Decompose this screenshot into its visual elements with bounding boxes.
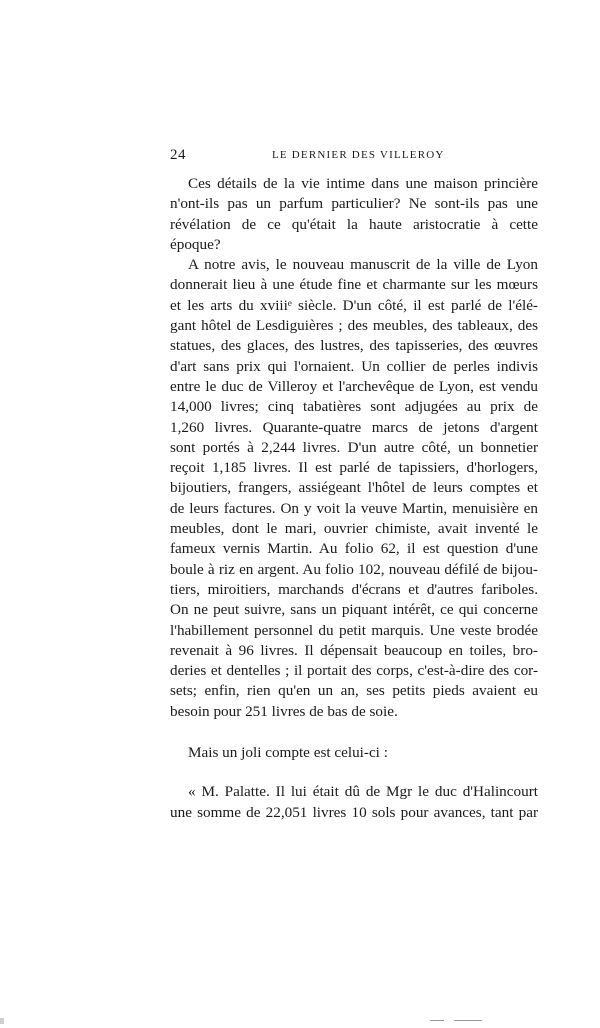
print-mark — [430, 1020, 444, 1021]
text-line: sont portés à 2,244 livres. D'un autre côté, un bonnetier — [170, 438, 538, 456]
text-line: entre le duc de Villeroy et l'archevêque de Lyon, est vendu — [170, 377, 538, 395]
paragraph-gap — [170, 763, 538, 782]
text-line: revenait à 96 livres. Il dépensait beaucoup en toiles, bro- — [170, 641, 538, 659]
text-line: époque? — [170, 235, 221, 253]
text-line: tiers, miroitiers, marchands d'écrans et d'autres fariboles. — [170, 580, 538, 598]
paragraph-2 — [170, 255, 538, 722]
text-line: Ces détails de la vie intime dans une maison princière — [188, 175, 538, 192]
text-line: donnerait lieu à une étude fine et charmante sur les mœurs — [170, 276, 538, 294]
print-mark — [454, 1020, 482, 1021]
text-line: besoin pour 251 livres de bas de soie. — [170, 702, 398, 720]
text-line: 14,000 livres; cinq tabatières sont adjugées au prix de — [170, 398, 538, 416]
text-line: et les arts du xviiiᵉ siècle. D'un côté, il est parlé de l'élé- — [170, 296, 538, 314]
text-line: Mais un joli compte est celui-ci : — [188, 744, 388, 762]
text-line: boule à riz en argent. Au folio 102, nouveau défilé de bijou- — [170, 560, 538, 578]
text-line: d'art sans prix qui l'ornaient. Un collier de perles indivis — [170, 357, 538, 375]
paragraph-gap — [170, 722, 538, 743]
paragraph-4 — [170, 782, 538, 823]
text-line: gant hôtel de Lesdiguières ; des meubles, des tableaux, des — [170, 317, 538, 335]
page-number: 24 — [170, 147, 186, 163]
text-line: de leurs factures. On y voit la veuve Martin, menuisière en — [170, 499, 538, 517]
text-line: révélation de ce qu'était la haute aristocratie à cette — [170, 215, 538, 233]
text-line: 1,260 livres. Quarante-quatre marcs de jetons d'argent — [170, 418, 538, 436]
text-line: « M. Palatte. Il lui était dû de Mgr le duc d'Halincourt — [188, 783, 538, 801]
text-line: A notre avis, le nouveau manuscrit de la ville de Lyon — [188, 256, 538, 274]
body-text — [170, 174, 538, 823]
paragraph-1 — [170, 174, 538, 255]
text-line: bijoutiers, frangers, assiégeant l'hôtel de leurs comptes et — [170, 479, 538, 497]
text-line: n'ont-ils pas un parfum particulier? Ne sont-ils pas une — [170, 195, 538, 213]
text-line: fameux vernis Martin. Au folio 62, il est question d'une — [170, 540, 538, 558]
text-line: l'habillement personnel du petit marquis. Une veste brodée — [170, 621, 538, 639]
text-line: deries et dentelles ; il portait des corps, c'est-à-dire des cor- — [170, 662, 538, 680]
page-header — [170, 147, 538, 167]
text-line: statues, des glaces, des lustres, des tapisseries, des œuvres — [170, 337, 538, 355]
paragraph-3 — [170, 743, 538, 763]
print-marks — [430, 1020, 490, 1022]
text-line: une somme de 22,051 livres 10 sols pour avances, tant par — [170, 803, 538, 821]
text-line: reçoit 1,185 livres. Il est parlé de tapissiers, d'horlogers, — [170, 459, 538, 477]
text-line: meubles, dont le mari, ouvrier chimiste, avait inventé le — [170, 520, 538, 538]
text-line: On ne peut suivre, sans un piquant intérêt, ce qui concerne — [170, 601, 538, 619]
scan-artifact — [0, 1018, 4, 1024]
text-line: sets; enfin, rien qu'en un an, ses petits pieds avaient eu — [170, 682, 538, 700]
running-head: LE DERNIER DES VILLEROY — [272, 149, 445, 161]
